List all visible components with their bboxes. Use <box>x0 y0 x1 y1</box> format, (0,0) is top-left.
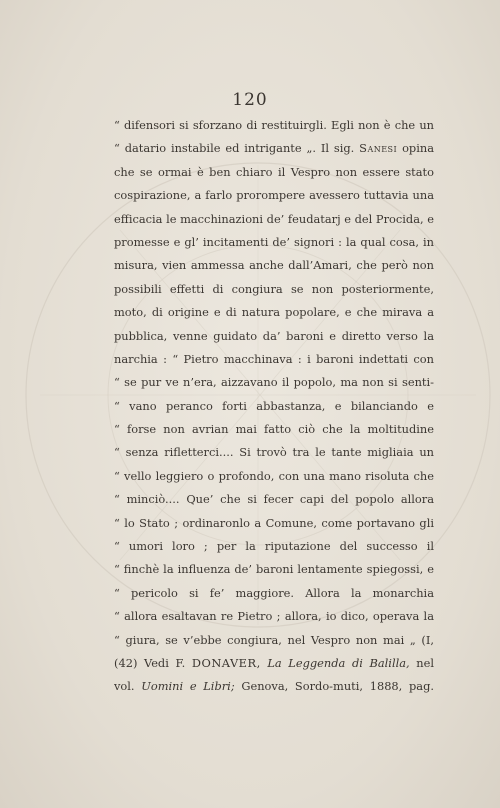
text-line: cospirazione, a farlo prorompere avessero tuttavia una <box>114 188 434 203</box>
footnote <box>114 652 434 675</box>
footnote-number: (42) <box>114 655 138 670</box>
text-line: che se ormai è ben chiaro il Vespro non essere stato <box>114 164 434 179</box>
text-line: promesse e gl’ incitamenti de’ signori : la qual cosa, in <box>114 234 434 249</box>
text-line: “ allora esaltavan re Pietro ; allora, io dico, operava la <box>114 609 434 624</box>
body-text <box>114 114 434 699</box>
text-line: “ lo Stato ; ordinaronlo a Comune, come portavano gli <box>114 515 434 530</box>
text-line: “ vello leggiero o profondo, con una mano risoluta che <box>114 468 434 483</box>
footnote-vol-prefix: vol. <box>114 679 135 694</box>
footnote-author: DONAVER, <box>191 655 261 670</box>
text-line: misura, vien ammessa anche dall’Amari, che però non <box>114 258 434 273</box>
text-line: pubblica, venne guidato da’ baroni e diretto verso la <box>114 328 434 343</box>
text-line: “ senza rifletterci.... Si trovò tra le tante migliaia un <box>114 445 434 460</box>
text-line: “ umori loro ; per la riputazione del successo il <box>114 539 434 554</box>
text-line: “ se pur ve n’era, aizzavano il popolo, ma non si senti- <box>114 375 434 390</box>
text-line: moto, di origine e di natura popolare, e che mirava a <box>114 305 434 320</box>
text-line: “ minciò.... Que’ che si fecer capi del popolo allora <box>114 492 434 507</box>
text-line: efficacia le macchinazioni de’ feudatarj e del Procida, e <box>114 211 434 226</box>
text-line: “ difensori si sforzano di restituirgli. Egli non è che un <box>114 118 434 132</box>
text-line: narchia : “ Pietro macchinava : i baroni indettati con <box>114 351 434 366</box>
text-line: “ finchè la influenza de’ baroni lentamente spiegossi, e <box>114 562 434 577</box>
text-line: “ vano peranco forti abbastanza, e bilanciando e <box>114 398 434 413</box>
text-line: “ datario instabile ed intrigante „. Il sig. Sanesi opina <box>114 141 434 156</box>
text-line: possibili effetti di congiura se non posteriormente, <box>114 281 434 296</box>
footnote-after-title: nel <box>416 655 434 670</box>
footnote-continuation <box>114 675 434 698</box>
text-line: “ giura, se v’ebbe congiura, nel Vespro non mai „ (I, <box>114 632 434 647</box>
text-line: “ forse non avrian mai fatto ciò che la moltitudine <box>114 422 434 437</box>
footnote-title: La Leggenda di Balilla, <box>267 655 410 670</box>
text-line: “ pericolo si fe’ maggiore. Allora la monarchia <box>114 585 434 600</box>
footnote-vol-title: Uomini e Libri; <box>141 679 235 694</box>
page-number: 120 <box>232 90 268 110</box>
footnote-publisher: Genova, Sordo-muti, 1888, pag. <box>241 679 434 694</box>
footnote-lead: Vedi F. <box>144 655 186 670</box>
